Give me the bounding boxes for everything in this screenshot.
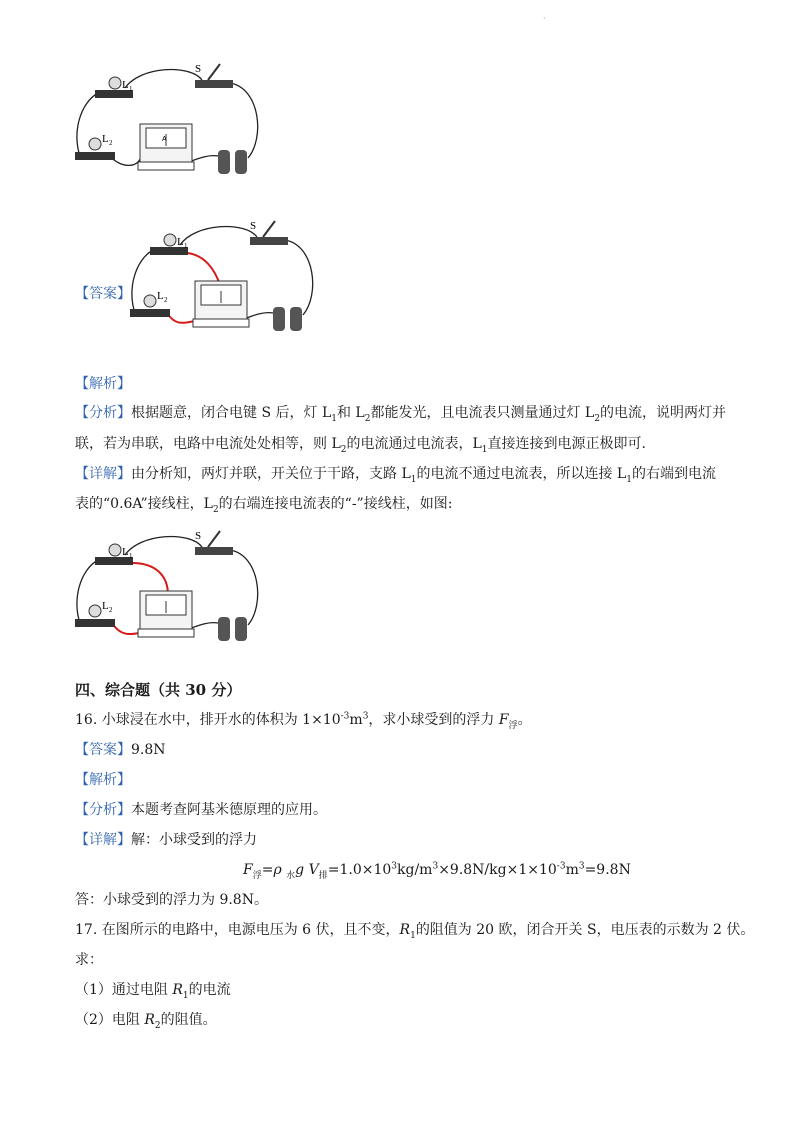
text-span: 17. 在图所示的电路中，电源电压为 6 伏，且不变， [75, 922, 400, 938]
answer-value: 9.8N [131, 742, 166, 758]
xiangjie-tag: 【详解】 [75, 466, 131, 482]
switch-label: S [195, 530, 202, 542]
switch-label: S [195, 63, 202, 75]
section-4-heading: 四、综合题（共 30 分） [75, 681, 242, 699]
q17-part1 [75, 980, 231, 1000]
subscript: 2 [154, 1020, 161, 1031]
l1-subscript: 1 [129, 552, 133, 560]
circuit-figure-explanation [70, 525, 270, 650]
l1-label: L [122, 546, 129, 558]
analysis-tag-q15: 【解析】 [75, 376, 131, 392]
text-span: m [565, 862, 579, 878]
subscript: 1 [410, 474, 417, 485]
text-span: g [295, 862, 305, 878]
text-span: 的电流通过电流表，L [346, 436, 482, 452]
q15-fenxi-line2 [75, 434, 646, 454]
q16-stem [75, 710, 532, 730]
text-span: 的阻值为 20 欧，闭合开关 S，电压表的示数为 2 伏。 [415, 922, 755, 938]
q16-xiangjie [75, 830, 257, 850]
q15-xiangjie-line1 [75, 464, 716, 484]
text-span: V [308, 862, 319, 878]
text-span: 。 [517, 712, 532, 728]
subscript: 水 [286, 870, 296, 881]
superscript: -3 [556, 861, 566, 872]
text-span: F [498, 712, 509, 728]
q16-analysis-tag: 【解析】 [75, 772, 131, 788]
subscript: 2 [594, 413, 600, 424]
l2-label: L [157, 290, 164, 302]
subscript: 2 [364, 413, 371, 424]
text-span: m [349, 712, 363, 728]
superscript: 3 [362, 711, 369, 722]
l2-label: L [102, 133, 109, 145]
superscript: 3 [432, 861, 439, 872]
q17-part2 [75, 1010, 217, 1030]
subscript: 浮 [508, 720, 518, 731]
answer-tag-q15: 【答案】 [75, 286, 131, 302]
l1-label: L [122, 79, 129, 91]
text-span: 联，若为串联，电路中电流处处相等，则 L [75, 436, 341, 452]
subscript: 1 [626, 474, 632, 485]
superscript: -3 [340, 711, 350, 722]
subscript: 1 [481, 444, 488, 455]
text-span: ，求小球受到的浮力 [368, 712, 499, 728]
text-span: 由分析知，两灯并联，开关位于干路，支路 L [131, 466, 411, 482]
text-span: 直接连接到电源正极即可. [487, 436, 646, 452]
circuit-figure-answer [125, 215, 325, 340]
text-span: ρ [273, 862, 282, 878]
l2-label: L [102, 600, 109, 612]
q16-fenxi [75, 800, 327, 820]
text-span: 本题考查阿基米德原理的应用。 [131, 802, 327, 818]
q16-conclusion: 答：小球受到的浮力为 9.8N。 [75, 892, 268, 908]
l1-subscript: 1 [184, 242, 188, 250]
subscript: 排 [318, 870, 328, 881]
switch-label: S [250, 220, 257, 232]
q15-fenxi-line1 [75, 403, 726, 423]
text-span: 的阻值。 [160, 1012, 217, 1028]
answer-tag: 【答案】 [75, 742, 131, 758]
subscript: 2 [340, 444, 347, 455]
text-span: R [144, 1012, 155, 1028]
text-span: 根据题意，闭合电键 S 后，灯 L [131, 405, 332, 421]
l1-label: L [177, 236, 184, 248]
l1-subscript: 1 [129, 85, 133, 93]
text-span: 的右端到电流 [631, 466, 716, 482]
text-span: R [399, 922, 411, 938]
text-span: 的电流 [188, 982, 231, 998]
text-span: 的右端连接电流表的“-”接线柱，如图: [218, 496, 453, 512]
q16-answer [75, 740, 166, 760]
text-span: 的电流，说明两灯并 [599, 405, 726, 421]
superscript: 3 [578, 861, 585, 872]
q16-formula [243, 860, 631, 880]
text-span: 都能发光，且电流表只测量通过灯 L [370, 405, 595, 421]
text-span: 表的“0.6A”接线柱，L [75, 496, 213, 512]
text-span: 解：小球受到的浮力 [131, 832, 257, 848]
subscript: 1 [331, 413, 337, 424]
subscript: 1 [182, 990, 189, 1001]
meter-letter: A [162, 136, 167, 143]
subscript: 2 [212, 504, 219, 515]
circuit-figure-original [70, 58, 270, 183]
text-span: F [243, 862, 253, 878]
page-dot: · [543, 14, 546, 23]
xiangjie-tag: 【详解】 [75, 832, 131, 848]
superscript: 3 [391, 861, 398, 872]
text-span: =1.0×10 [327, 862, 392, 878]
text-span: kg/m [397, 862, 433, 878]
text-span: R [172, 982, 183, 998]
subscript: 1 [410, 930, 416, 941]
text-span: （2）电阻 [75, 1012, 145, 1028]
q17-stem [75, 920, 754, 940]
q17-line2: 求： [75, 952, 103, 968]
q15-xiangjie-line2 [75, 494, 452, 514]
fenxi-tag: 【分析】 [75, 802, 131, 818]
text-span: =9.8N [584, 862, 631, 878]
text-span: 的电流不通过电流表，所以连接 L [416, 466, 627, 482]
text-span: （1）通过电阻 [75, 982, 173, 998]
subscript: 浮 [252, 870, 262, 881]
text-span: 和 L [336, 405, 365, 421]
fenxi-tag: 【分析】 [75, 405, 131, 421]
text-span: 16. 小球浸在水中，排开水的体积为 1×10 [75, 712, 341, 728]
text-span: = [261, 862, 274, 878]
l2-subscript: 2 [109, 139, 113, 147]
l2-subscript: 2 [109, 606, 113, 614]
text-span: ×9.8N/kg×1×10 [438, 862, 557, 878]
l2-subscript: 2 [164, 296, 168, 304]
